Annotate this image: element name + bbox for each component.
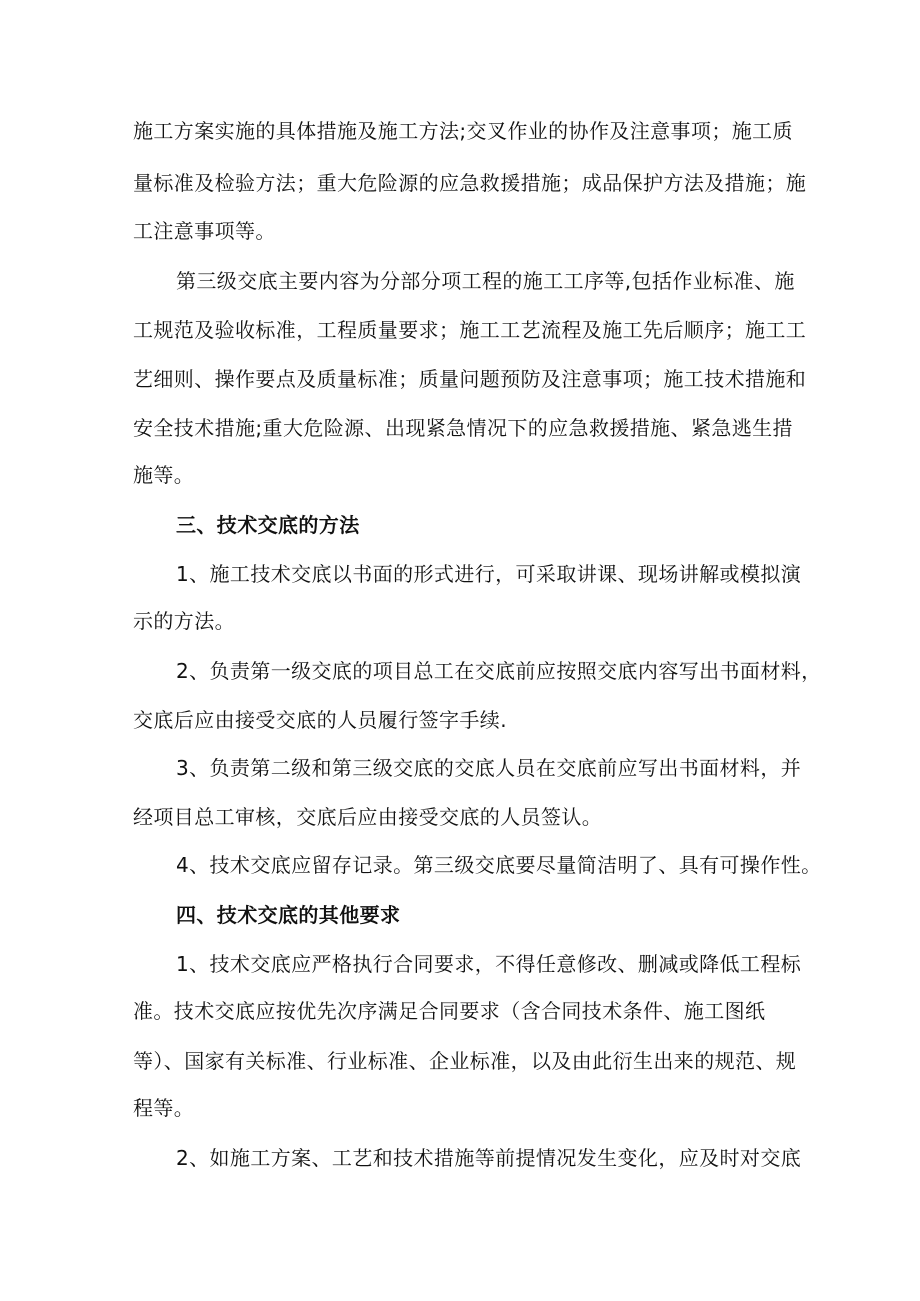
body-line: 量标准及检验方法；重大危险源的应急救援措施；成品保护方法及措施；施 [133,171,807,195]
body-line: 交底后应由接受交底的人员履行签字手续. [133,708,507,732]
body-line: 程等。 [133,1096,195,1120]
body-line: 2、如施工方案、工艺和技术措施等前提情况发生变化，应及时对交底 [176,1146,802,1170]
body-line: 经项目总工审核，交底后应由接受交底的人员签认。 [133,805,603,829]
body-line: 施等。 [133,463,195,487]
body-line: 工注意事项等。 [133,219,276,243]
body-line: 示的方法。 [133,609,235,633]
body-line: 3、负责第二级和第三级交底的交底人员在交底前应写出书面材料，并 [176,756,802,780]
section-heading: 四、技术交底的其他要求 [176,903,401,927]
body-line: 安全技术措施;重大危险源、出现紧急情况下的应急救援措施、紧急逃生措 [133,416,793,440]
body-line: 施工方案实施的具体措施及施工方法;交叉作业的协作及注意事项；施工质 [133,119,793,143]
body-line: 第三级交底主要内容为分部分项工程的施工工序等,包括作业标准、施 [176,269,795,293]
body-line: 准。技术交底应按优先次序满足合同要求（含合同技术条件、施工图纸 [133,999,766,1023]
body-line: 艺细则、操作要点及质量标准；质量问题预防及注意事项；施工技术措施和 [133,367,807,391]
body-line: 1、施工技术交底以书面的形式进行，可采取讲课、现场讲解或模拟演 [176,562,802,586]
section-heading: 三、技术交底的方法 [176,513,360,537]
body-line: 1、技术交底应严格执行合同要求，不得任意修改、删减或降低工程标 [176,952,802,976]
body-line: 4、技术交底应留存记录。第三级交底要尽量简洁明了、具有可操作性。 [176,853,822,877]
body-line: 工规范及验收标准，工程质量要求；施工工艺流程及施工先后顺序；施工工 [133,318,807,342]
body-line: 等）、国家有关标准、行业标准、企业标准，以及由此衍生出来的规范、规 [133,1049,797,1073]
body-line: 2、负责第一级交底的项目总工在交底前应按照交底内容写出书面材料， [176,659,822,683]
